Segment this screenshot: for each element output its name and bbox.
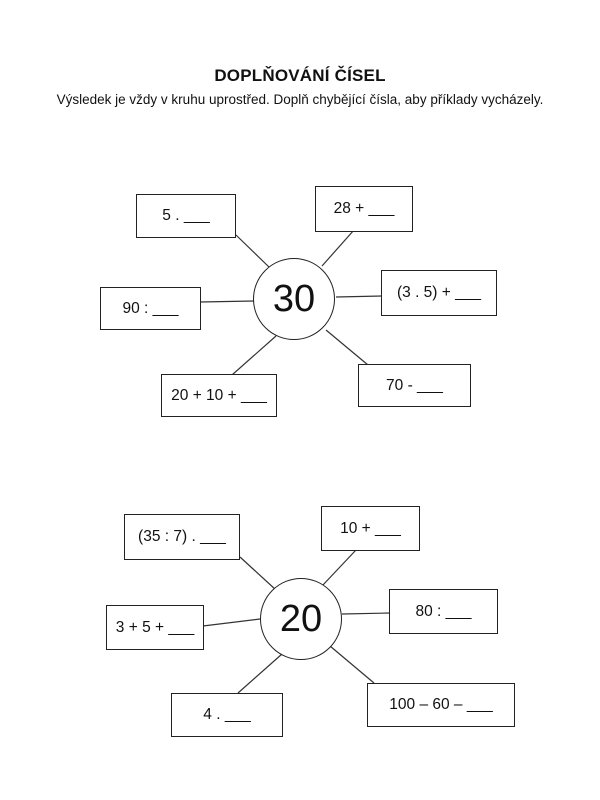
expression-box[interactable]: 80 : ___ bbox=[389, 589, 498, 634]
connector-line bbox=[330, 646, 374, 683]
expression-box[interactable]: 28 + ___ bbox=[315, 186, 413, 232]
connector-line bbox=[238, 654, 282, 693]
expression-box[interactable]: 5 . ___ bbox=[136, 194, 236, 238]
center-result: 30 bbox=[253, 258, 335, 340]
expression-box[interactable]: 10 + ___ bbox=[321, 506, 420, 551]
connector-line bbox=[322, 550, 356, 586]
worksheet-title: DOPLŇOVÁNÍ ČÍSEL bbox=[214, 66, 386, 85]
expression-box[interactable]: 90 : ___ bbox=[100, 287, 201, 330]
worksheet-instructions: Výsledek je vždy v kruhu uprostřed. Doplň chybějící čísla, aby příklady vycházely. bbox=[56, 92, 544, 107]
connector-line bbox=[342, 613, 390, 614]
expression-box[interactable]: (35 : 7) . ___ bbox=[124, 514, 240, 560]
expression-box[interactable]: 4 . ___ bbox=[171, 693, 283, 737]
expression-box[interactable]: 20 + 10 + ___ bbox=[161, 374, 277, 417]
expression-box[interactable]: 70 - ___ bbox=[358, 364, 471, 407]
expression-box[interactable]: (3 . 5) + ___ bbox=[381, 270, 497, 316]
expression-box[interactable]: 100 – 60 – ___ bbox=[367, 683, 515, 727]
connector-line bbox=[203, 619, 260, 626]
expression-box[interactable]: 3 + 5 + ___ bbox=[106, 605, 204, 650]
center-result: 20 bbox=[260, 578, 342, 660]
connector-line bbox=[240, 557, 276, 590]
